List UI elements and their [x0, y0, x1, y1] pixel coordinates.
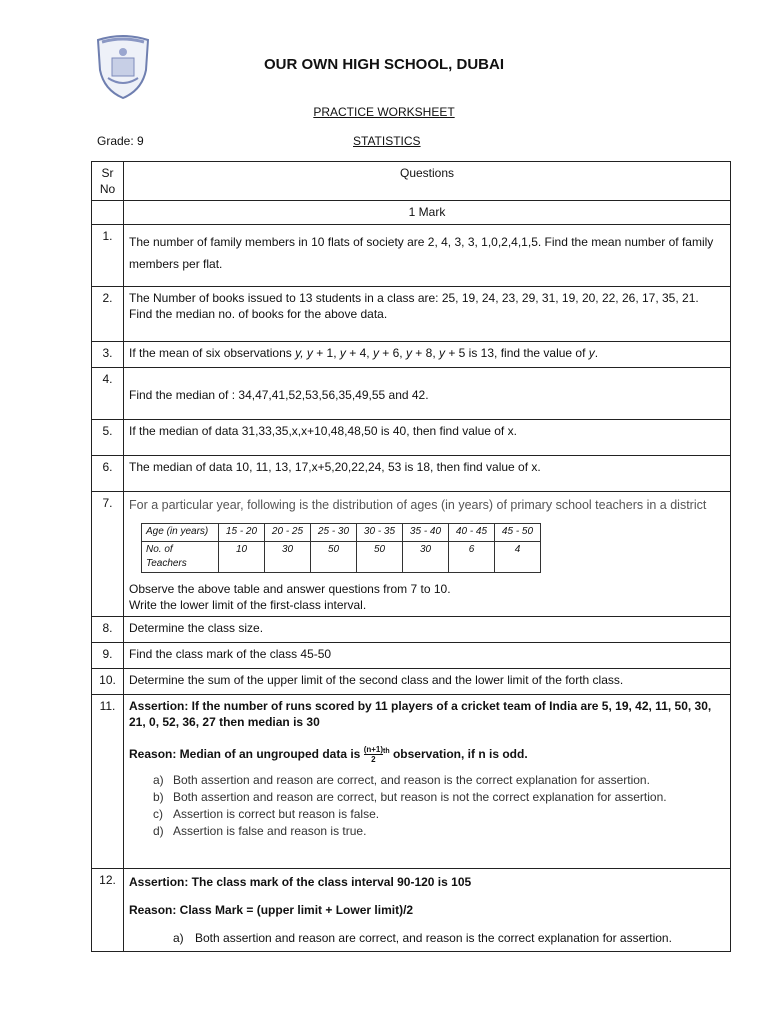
question-text: The Number of books issued to 13 students in a class are: 25, 19, 24, 23, 29, 31, 19, 20, 22, 26, 17, 35, 21. Find the median no. of books for the above data. — [124, 287, 731, 342]
teachers-label: No. of Teachers — [142, 542, 219, 573]
class-interval: 15 - 20 — [219, 524, 265, 542]
question-text: If the mean of six observations y, y + 1, y + 4, y + 6, y + 8, y + 5 is 13, find the value of y. — [124, 342, 731, 368]
question-number: 5. — [92, 420, 124, 456]
question-number: 11. — [92, 695, 124, 869]
table-row — [92, 342, 731, 368]
table-row — [92, 695, 731, 869]
school-name: OUR OWN HIGH SCHOOL, DUBAI — [264, 56, 504, 73]
table-header-row — [92, 162, 731, 201]
table-row — [92, 456, 731, 492]
question-text-line: Write the lower limit of the first-class interval. — [129, 598, 367, 612]
table-row — [92, 617, 731, 643]
questions-header: Questions — [124, 162, 731, 201]
question-text: The number of family members in 10 flats of society are 2, 4, 3, 3, 1,0,2,4,1,5. Find the mean number of family members per flat. — [124, 225, 731, 287]
fraction: $\frac{(n+1)}{2}$ — [363, 745, 384, 765]
table-row — [92, 492, 731, 617]
question-number: 6. — [92, 456, 124, 492]
section-1-mark: 1 Mark — [124, 201, 731, 225]
table-row — [92, 225, 731, 287]
question-text: The median of data 10, 11, 13, 17,x+5,20,22,24, 53 is 18, then find value of x. — [124, 456, 731, 492]
question-number: 7. — [92, 492, 124, 617]
table-row — [92, 368, 731, 420]
section-row — [92, 201, 731, 225]
class-interval: 20 - 25 — [265, 524, 311, 542]
age-label: Age (in years) — [142, 524, 219, 542]
reason-text: Reason: Class Mark = (upper limit + Lower limit)/2 — [129, 903, 414, 917]
assertion-text: Assertion: The class mark of the class interval 90-120 is 105 — [129, 875, 472, 889]
subject-title: STATISTICS — [353, 134, 421, 148]
class-interval: 30 - 35 — [357, 524, 403, 542]
question-instruction: Observe the above table and answer questions from 7 to 10. — [129, 582, 451, 596]
question-number: 12. — [92, 869, 124, 952]
reason-text: Reason: Median of an ungrouped data is $\frac{(n+1)}{2}$ $^{th}$ observation, if n is odd. — [129, 745, 528, 765]
option-a: a) Both assertion and reason are correct, and reason is the correct explanation for assertion. — [173, 931, 672, 945]
question-number: 8. — [92, 617, 124, 643]
list-item: a) Both assertion and reason are correct, and reason is the correct explanation for assertion. — [153, 773, 650, 788]
question-text — [124, 869, 731, 952]
question-number: 9. — [92, 643, 124, 669]
question-text: Determine the sum of the upper limit of the second class and the lower limit of the forth class. — [124, 669, 731, 695]
table-row — [92, 669, 731, 695]
class-interval: 45 - 50 — [495, 524, 541, 542]
list-item: b) Both assertion and reason are correct, but reason is not the correct explanation for assertion. — [153, 790, 667, 805]
teacher-count: 6 — [449, 542, 495, 573]
teacher-count: 30 — [403, 542, 449, 573]
worksheet-title: PRACTICE WORKSHEET — [313, 105, 455, 119]
question-number: 4. — [92, 368, 124, 420]
table-row — [92, 420, 731, 456]
teacher-count: 50 — [311, 542, 357, 573]
question-text: Find the median of : 34,47,41,52,53,56,35,49,55 and 42. — [124, 368, 731, 420]
teacher-count: 10 — [219, 542, 265, 573]
grade-label: Grade: 9 — [97, 134, 144, 148]
teacher-count: 50 — [357, 542, 403, 573]
class-interval: 25 - 30 — [311, 524, 357, 542]
question-text: Determine the class size. — [124, 617, 731, 643]
table-row — [92, 869, 731, 952]
question-text — [124, 695, 731, 869]
question-number: 1. — [92, 225, 124, 287]
class-interval: 40 - 45 — [449, 524, 495, 542]
list-item: d) Assertion is false and reason is true. — [153, 824, 367, 839]
question-number: 10. — [92, 669, 124, 695]
teacher-count: 30 — [265, 542, 311, 573]
question-number: 2. — [92, 287, 124, 342]
options-list — [153, 772, 725, 840]
questions-table — [91, 161, 731, 952]
table-row — [92, 643, 731, 669]
class-interval: 35 - 40 — [403, 524, 449, 542]
question-number: 3. — [92, 342, 124, 368]
list-item: c) Assertion is correct but reason is false. — [153, 807, 380, 822]
question-text: If the median of data 31,33,35,x,x+10,48,48,50 is 40, then find value of x. — [124, 420, 731, 456]
distribution-caption: For a particular year, following is the distribution of ages (in years) of primary school teachers in a district — [129, 498, 707, 512]
distribution-table — [141, 523, 541, 573]
table-row — [92, 287, 731, 342]
sr-no-header: Sr No — [92, 162, 124, 201]
question-text: Find the class mark of the class 45-50 — [124, 643, 731, 669]
question-text — [124, 492, 731, 617]
assertion-text: Assertion: If the number of runs scored by 11 players of a cricket team of India are 5, 19, 42, 11, 50, 30, 21, 0, 52, 36, 27 then median is 30 — [129, 699, 712, 729]
teacher-count: 4 — [495, 542, 541, 573]
